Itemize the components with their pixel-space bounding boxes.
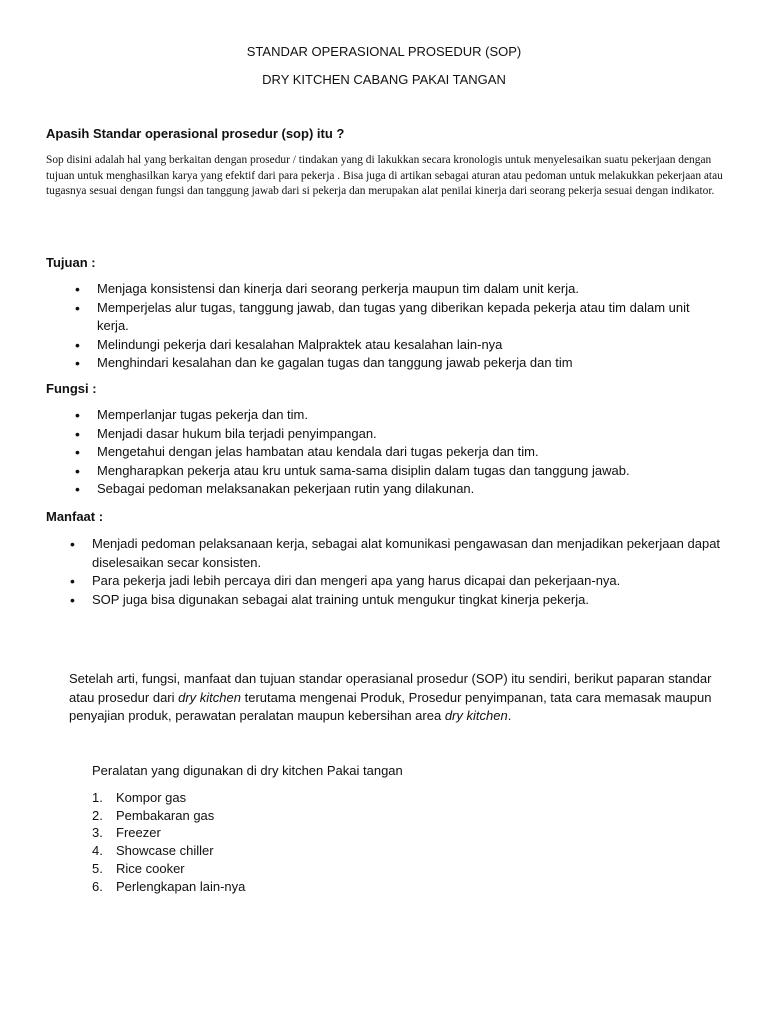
peralatan-list [92,789,245,895]
list-item: • Mengetahui dengan jelas hambatan atau kendala dari tugas pekerja dan tim. [75,443,705,462]
list-item: • Memperjelas alur tugas, tanggung jawab, dan tugas yang diberikan kepada pekerja atau tim dalam unit kerja. [75,299,705,336]
list-number: 4. [92,843,103,859]
list-number: 1. [92,790,103,805]
list-item [92,878,245,896]
closing-italic-text: dry kitchen [444,708,508,723]
closing-text: Setelah arti, fungsi, manfaat dan tujuan standar operasianal prosedur (SOP) itu sendiri, berikut paparan standar atau prosedur dari [69,671,712,705]
fungsi-list [75,406,705,499]
list-item [92,789,245,807]
manfaat-list [70,535,730,609]
list-item: • Para pekerja jadi lebih percaya diri dan mengeri apa yang harus dicapai dan pekerjaan-nya. [70,572,730,591]
list-item: • SOP juga bisa digunakan sebagai alat training untuk mengukur tingkat kinerja pekerja. [70,591,730,610]
closing-text: . [507,708,512,723]
question-heading: Apasih Standar operasional prosedur (sop) itu ? [46,126,345,141]
list-item [92,842,245,860]
list-item: • Sebagai pedoman melaksanakan pekerjaan rutin yang dilakunan. [75,480,705,499]
list-label: Pembakaran gas [116,807,215,823]
intro-paragraph: Sop disini adalah hal yang berkaitan dengan prosedur / tindakan yang di lakukkan secara kronologis untuk menyelesaikan suatu pekerjaan dengan tujuan untuk menghasilkan karya yang efektif dari para pekerja . Bisa juga di artikan sebagai aturan atau pedoman untuk melakukkan pekerjaan atau tugasnya sesuai dengan fungsi dan tanggung jawab dari si pekerja dan merupakan alat penilai kinerja dari seorang pekerja sesuai dengan indikator. [46,154,723,197]
tujuan-list [75,280,705,373]
list-number: 2. [92,807,103,823]
list-item: • Menjadi dasar hukum bila terjadi penyimpangan. [75,425,705,444]
list-number: 6. [92,878,103,894]
list-label: Kompor gas [116,790,187,805]
list-item: • Melindungi pekerja dari kesalahan Malpraktek atau kesalahan lain-nya [75,336,705,355]
closing-paragraph [69,670,731,726]
list-item [92,860,245,878]
list-label: Perlengkapan lain-nya [116,878,246,894]
list-item: • Menjaga konsistensi dan kinerja dari seorang perkerja maupun tim dalam unit kerja. [75,280,705,299]
closing-italic-text: dry kitchen [178,689,241,705]
list-item [92,807,245,825]
fungsi-heading: Fungsi : [46,381,97,396]
list-item: • Memperlanjar tugas pekerja dan tim. [75,406,705,425]
closing-text: terutama mengenai Produk, Prosedur penyimpanan, tata cara memasak maupun penyajian produk, perawatan peralatan maupun kebersihan area [69,689,712,723]
list-item [92,824,245,842]
list-item: • Mengharapkan pekerja atau kru untuk sama-sama disiplin dalam tugas dan tanggung jawab. [75,462,705,481]
list-label: Rice cooker [116,860,185,876]
list-label: Showcase chiller [116,843,214,859]
peralatan-heading: Peralatan yang digunakan di dry kitchen Pakai tangan [92,763,403,778]
manfaat-heading: Manfaat : [46,509,104,524]
document-subtitle: DRY KITCHEN CABANG PAKAI TANGAN [262,72,506,87]
list-number: 3. [92,825,103,841]
tujuan-heading: Tujuan : [46,255,96,270]
list-label: Freezer [116,825,161,841]
document-title: STANDAR OPERASIONAL PROSEDUR (SOP) [246,44,522,59]
list-item: • Menghindari kesalahan dan ke gagalan tugas dan tanggung jawab pekerja dan tim [75,354,705,373]
list-number: 5. [92,860,103,876]
list-item: • Menjadi pedoman pelaksanaan kerja, sebagai alat komunikasi pengawasan dan menjadikan pekerjaan dapat diselesaikan secar konsisten. [70,535,730,572]
